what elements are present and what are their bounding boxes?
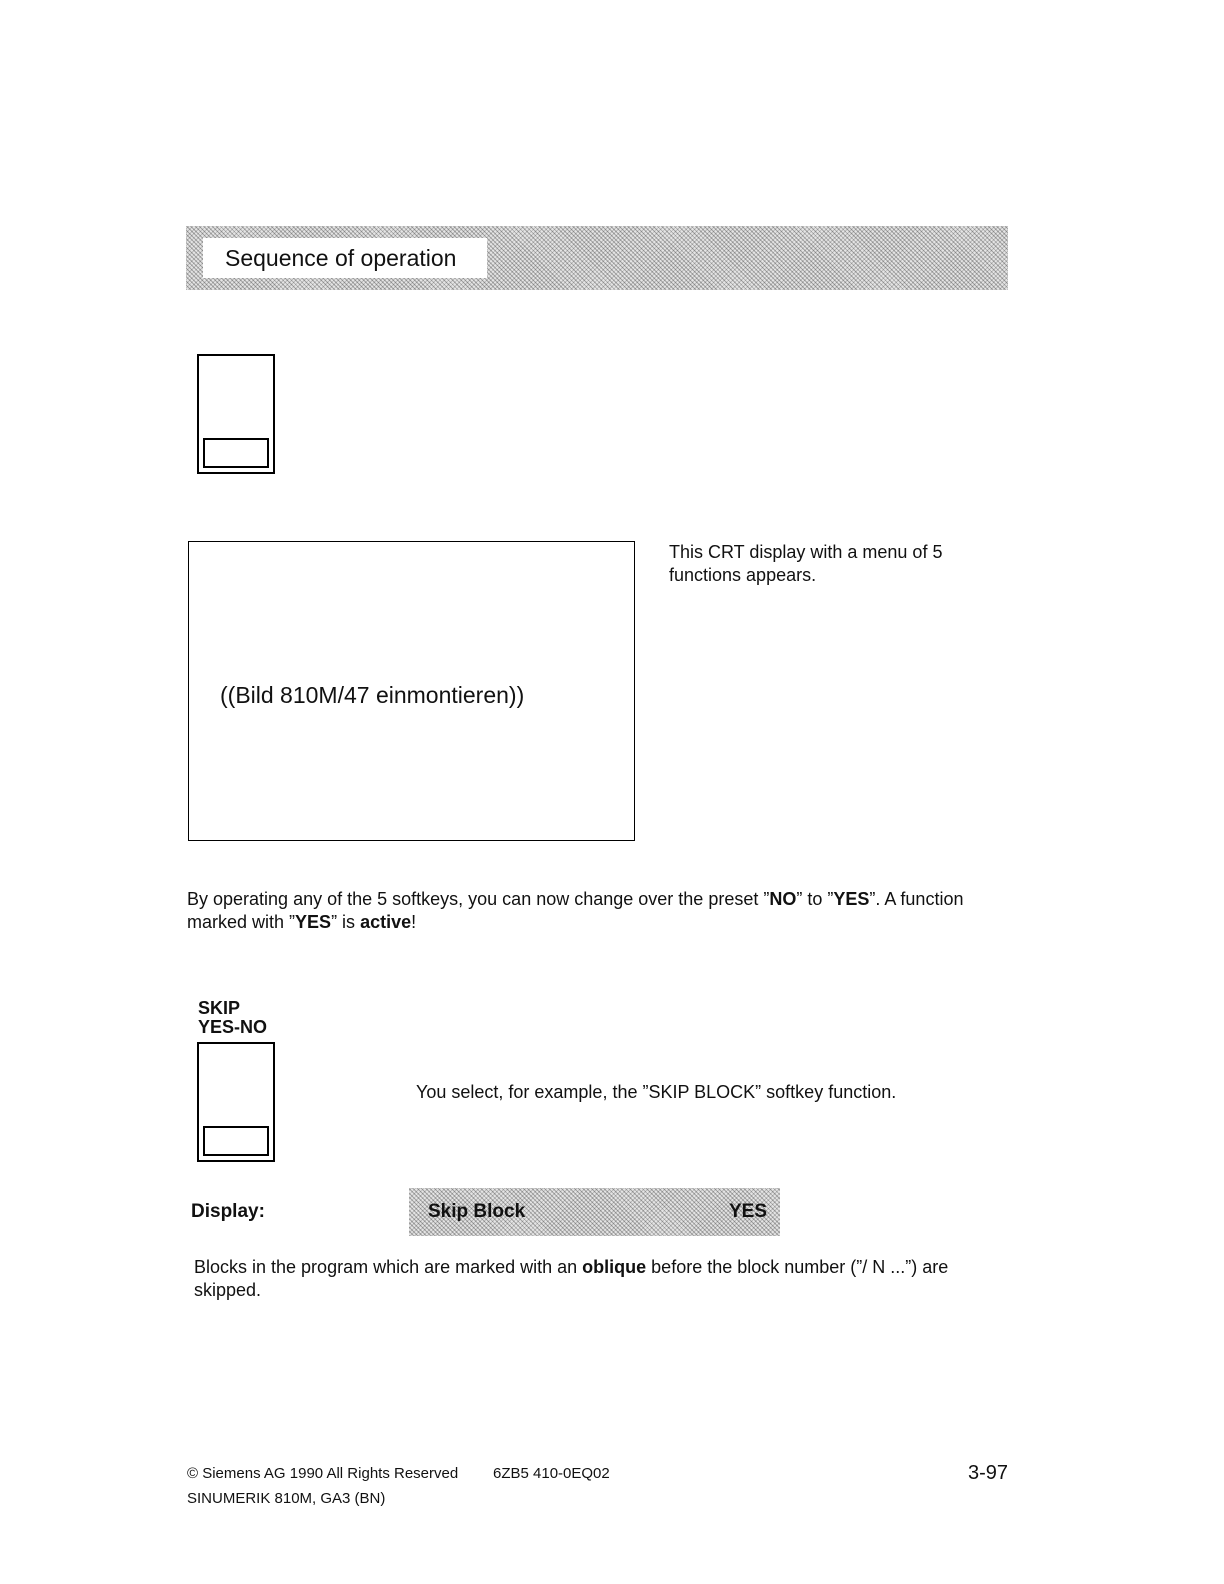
display-label: Display: [191, 1201, 265, 1222]
skip-softkey-label: YES-NO [198, 1017, 268, 1037]
skip-softkey-label: SKIP [198, 998, 241, 1018]
display-function-state: YES [729, 1201, 768, 1222]
footer-model: SINUMERIK 810M, GA3 (BN) [187, 1490, 386, 1507]
softkey-button-icon [203, 438, 269, 468]
instruction-text: By operating any of the 5 softkeys, you can now change over the preset ” [187, 889, 770, 909]
footer-copyright: © Siemens AG 1990 All Rights Reserved [187, 1465, 459, 1482]
instruction-text: ” is [331, 912, 361, 932]
display-function-name: Skip Block [428, 1201, 526, 1222]
result-text: before the block number (”/ N ...”) are skipped. [194, 1257, 949, 1300]
instruction-text: ” to ” [796, 889, 834, 909]
crt-caption: This CRT display with a menu of 5 functions appears. [669, 542, 943, 585]
keyword-yes: YES [295, 912, 332, 932]
keyword-active: active [360, 912, 412, 932]
instruction-text: ! [411, 912, 417, 932]
softkey-button-icon [203, 1126, 269, 1156]
keyword-no: NO [769, 889, 797, 909]
section-title: Sequence of operation [203, 238, 487, 278]
skip-softkey-icon [197, 1042, 275, 1162]
keyword-yes: YES [833, 889, 870, 909]
page-number: 3-97 [968, 1462, 1009, 1484]
footer-order-number: 6ZB5 410-0EQ02 [493, 1465, 610, 1482]
result-text: Blocks in the program which are marked with an [194, 1257, 583, 1277]
instruction-paragraph [187, 888, 1007, 934]
keyword-oblique: oblique [582, 1257, 647, 1277]
softkey-icon [197, 354, 275, 474]
crt-image-placeholder: ((Bild 810M/47 einmontieren)) [220, 682, 525, 708]
skip-softkey-caption: You select, for example, the ”SKIP BLOCK” softkey function. [416, 1082, 897, 1102]
instruction-text: ”. A function marked with ” [187, 889, 964, 932]
result-paragraph [194, 1256, 954, 1302]
